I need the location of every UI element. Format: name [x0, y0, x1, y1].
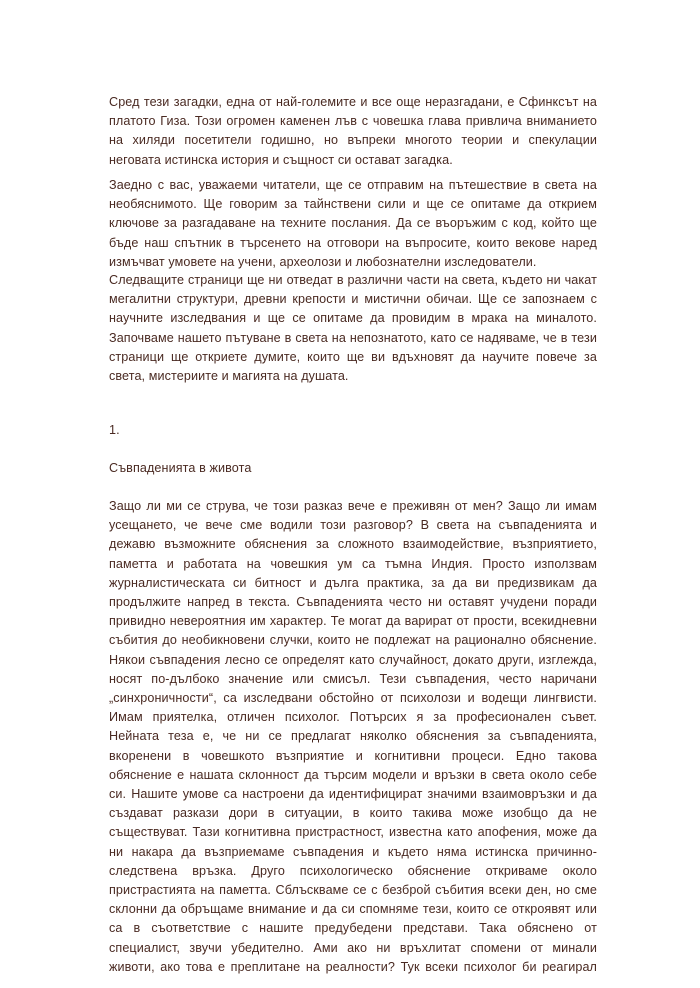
text-line: съществуват. Тази когнитивна пристрастност, известна като апофения, може да [109, 825, 597, 840]
text-line: са в съответствие с нашите предубедени представи. Така обяснено от [109, 921, 597, 936]
intro-paragraph-3 [109, 271, 597, 386]
text-line: обяснение е нашата склонност да търсим модели и връзки в света около себе [109, 767, 597, 782]
text-line: носят по-дълбоко значение или смисъл. Тези съвпадения, често наричани [109, 671, 597, 686]
text-line: ни накара да възприемаме съвпадения и където няма истинска причинно- [109, 844, 597, 859]
text-line: измъчват умовете на учени, археолози и любознателни изследователи. [109, 254, 537, 269]
text-line: животи, ако това е преплитане на реалности? Тук всеки психолог би реагирал [109, 959, 597, 974]
text-line: „синхроничности“, са изследвани обстойно от психолози и водещи лингвисти. [109, 691, 597, 706]
text-line: следствена връзка. Друго психологическо обяснение откриваме около [109, 863, 597, 878]
text-line: неговата истинска история и същност си остават загадка. [109, 152, 453, 167]
text-line: научните изследвания и ще се опитаме да провидим в мрака на миналото. [109, 311, 597, 326]
text-line: склонни да обръщаме внимание и да си спомняме тези, които се откроявят или [109, 902, 597, 917]
chapter-number: 1. [109, 423, 120, 437]
text-line: журналистическата си битност и дълга практика, за да ви предизвикам да [109, 575, 597, 590]
text-line: мегалитни структури, древни крепости и мистични обичаи. Ще се запознаем с [109, 292, 597, 307]
chapter-body-paragraph [109, 497, 597, 977]
text-line: привидно невероятния им характер. Те могат да варират от прости, всекидневни [109, 614, 597, 629]
text-line: специалист, звучи убедително. Ами ако ни връхлитат спомени от минали [109, 940, 597, 955]
intro-paragraph-1 [109, 93, 597, 170]
text-line: паметта и работата на човешкия ум са тъмна Индия. Просто използвам [109, 556, 597, 571]
text-line: си. Нашите умове са настроени да идентифицират значими взаимовръзки и да [109, 787, 597, 802]
text-line: пристрастията на паметта. Сблъскваме се с безброй събития всеки ден, но сме [109, 883, 597, 898]
text-line: Заедно с вас, уважаеми читатели, ще се отправим на пътешествие в света на [109, 178, 597, 192]
text-line: платото Гиза. Този огромен каменен лъв с човешка глава привлича вниманието [109, 114, 597, 129]
text-line: Защо ли ми се струва, че този разказ вече е преживян от мен? Защо ли имам [109, 499, 597, 513]
text-line: необяснимото. Ще говорим за тайнствени сили и ще се опитаме да открием [109, 197, 597, 212]
text-line: събития до необикновени случки, които не подлежат на рационално обяснение. [109, 633, 597, 648]
chapter-title: Съвпаденията в живота [109, 461, 252, 475]
text-line: на хиляди посетители годишно, но въпреки многото теории и спекулации [109, 133, 597, 148]
text-line: страници ще откриете думите, които ще ви вдъхновят да научите повече за [109, 349, 597, 364]
text-line: дежавю възможните обяснения за сложното взаимодействие, възприятието, [109, 537, 597, 552]
text-line: вкоренени в човешкото възприятие и когнитивни процеси. Едно такова [109, 748, 597, 763]
text-line: Имам приятелка, отличен психолог. Потърсих я за професионален съвет. [109, 710, 597, 725]
text-line: света, мистериите и магията на душата. [109, 369, 349, 384]
text-line: създават разкази дори в ситуации, в които такива може изобщо да не [109, 806, 597, 821]
text-line: ключове за разгадаване на техните послания. Да се въоръжим с код, който ще [109, 216, 597, 231]
text-line: продължите напред в текста. Съвпаденията често ни оставят учудени поради [109, 595, 597, 610]
text-line: бъде наш спътник в търсенето на отговори на въпросите, които векове наред [109, 235, 597, 250]
intro-paragraph-2 [109, 176, 597, 272]
text-line: Започваме нашето пътуване в света на непознатото, като се надяваме, че в тези [109, 330, 597, 345]
text-line: Следващите страници ще ни отведат в различни части на света, където ни чакат [109, 273, 597, 287]
text-line: Нейната теза е, че ни се предлагат няколко обяснения за съвпаденията, [109, 729, 597, 744]
text-line: Сред тези загадки, една от най-големите и все още неразгадани, е Сфинксът на [109, 95, 597, 109]
text-line: усещането, че вече сме водили този разговор? В света на съвпаденията и [109, 518, 597, 533]
text-line: Някои съвпадения лесно се определят като случайност, докато други, изглежда, [109, 652, 597, 667]
